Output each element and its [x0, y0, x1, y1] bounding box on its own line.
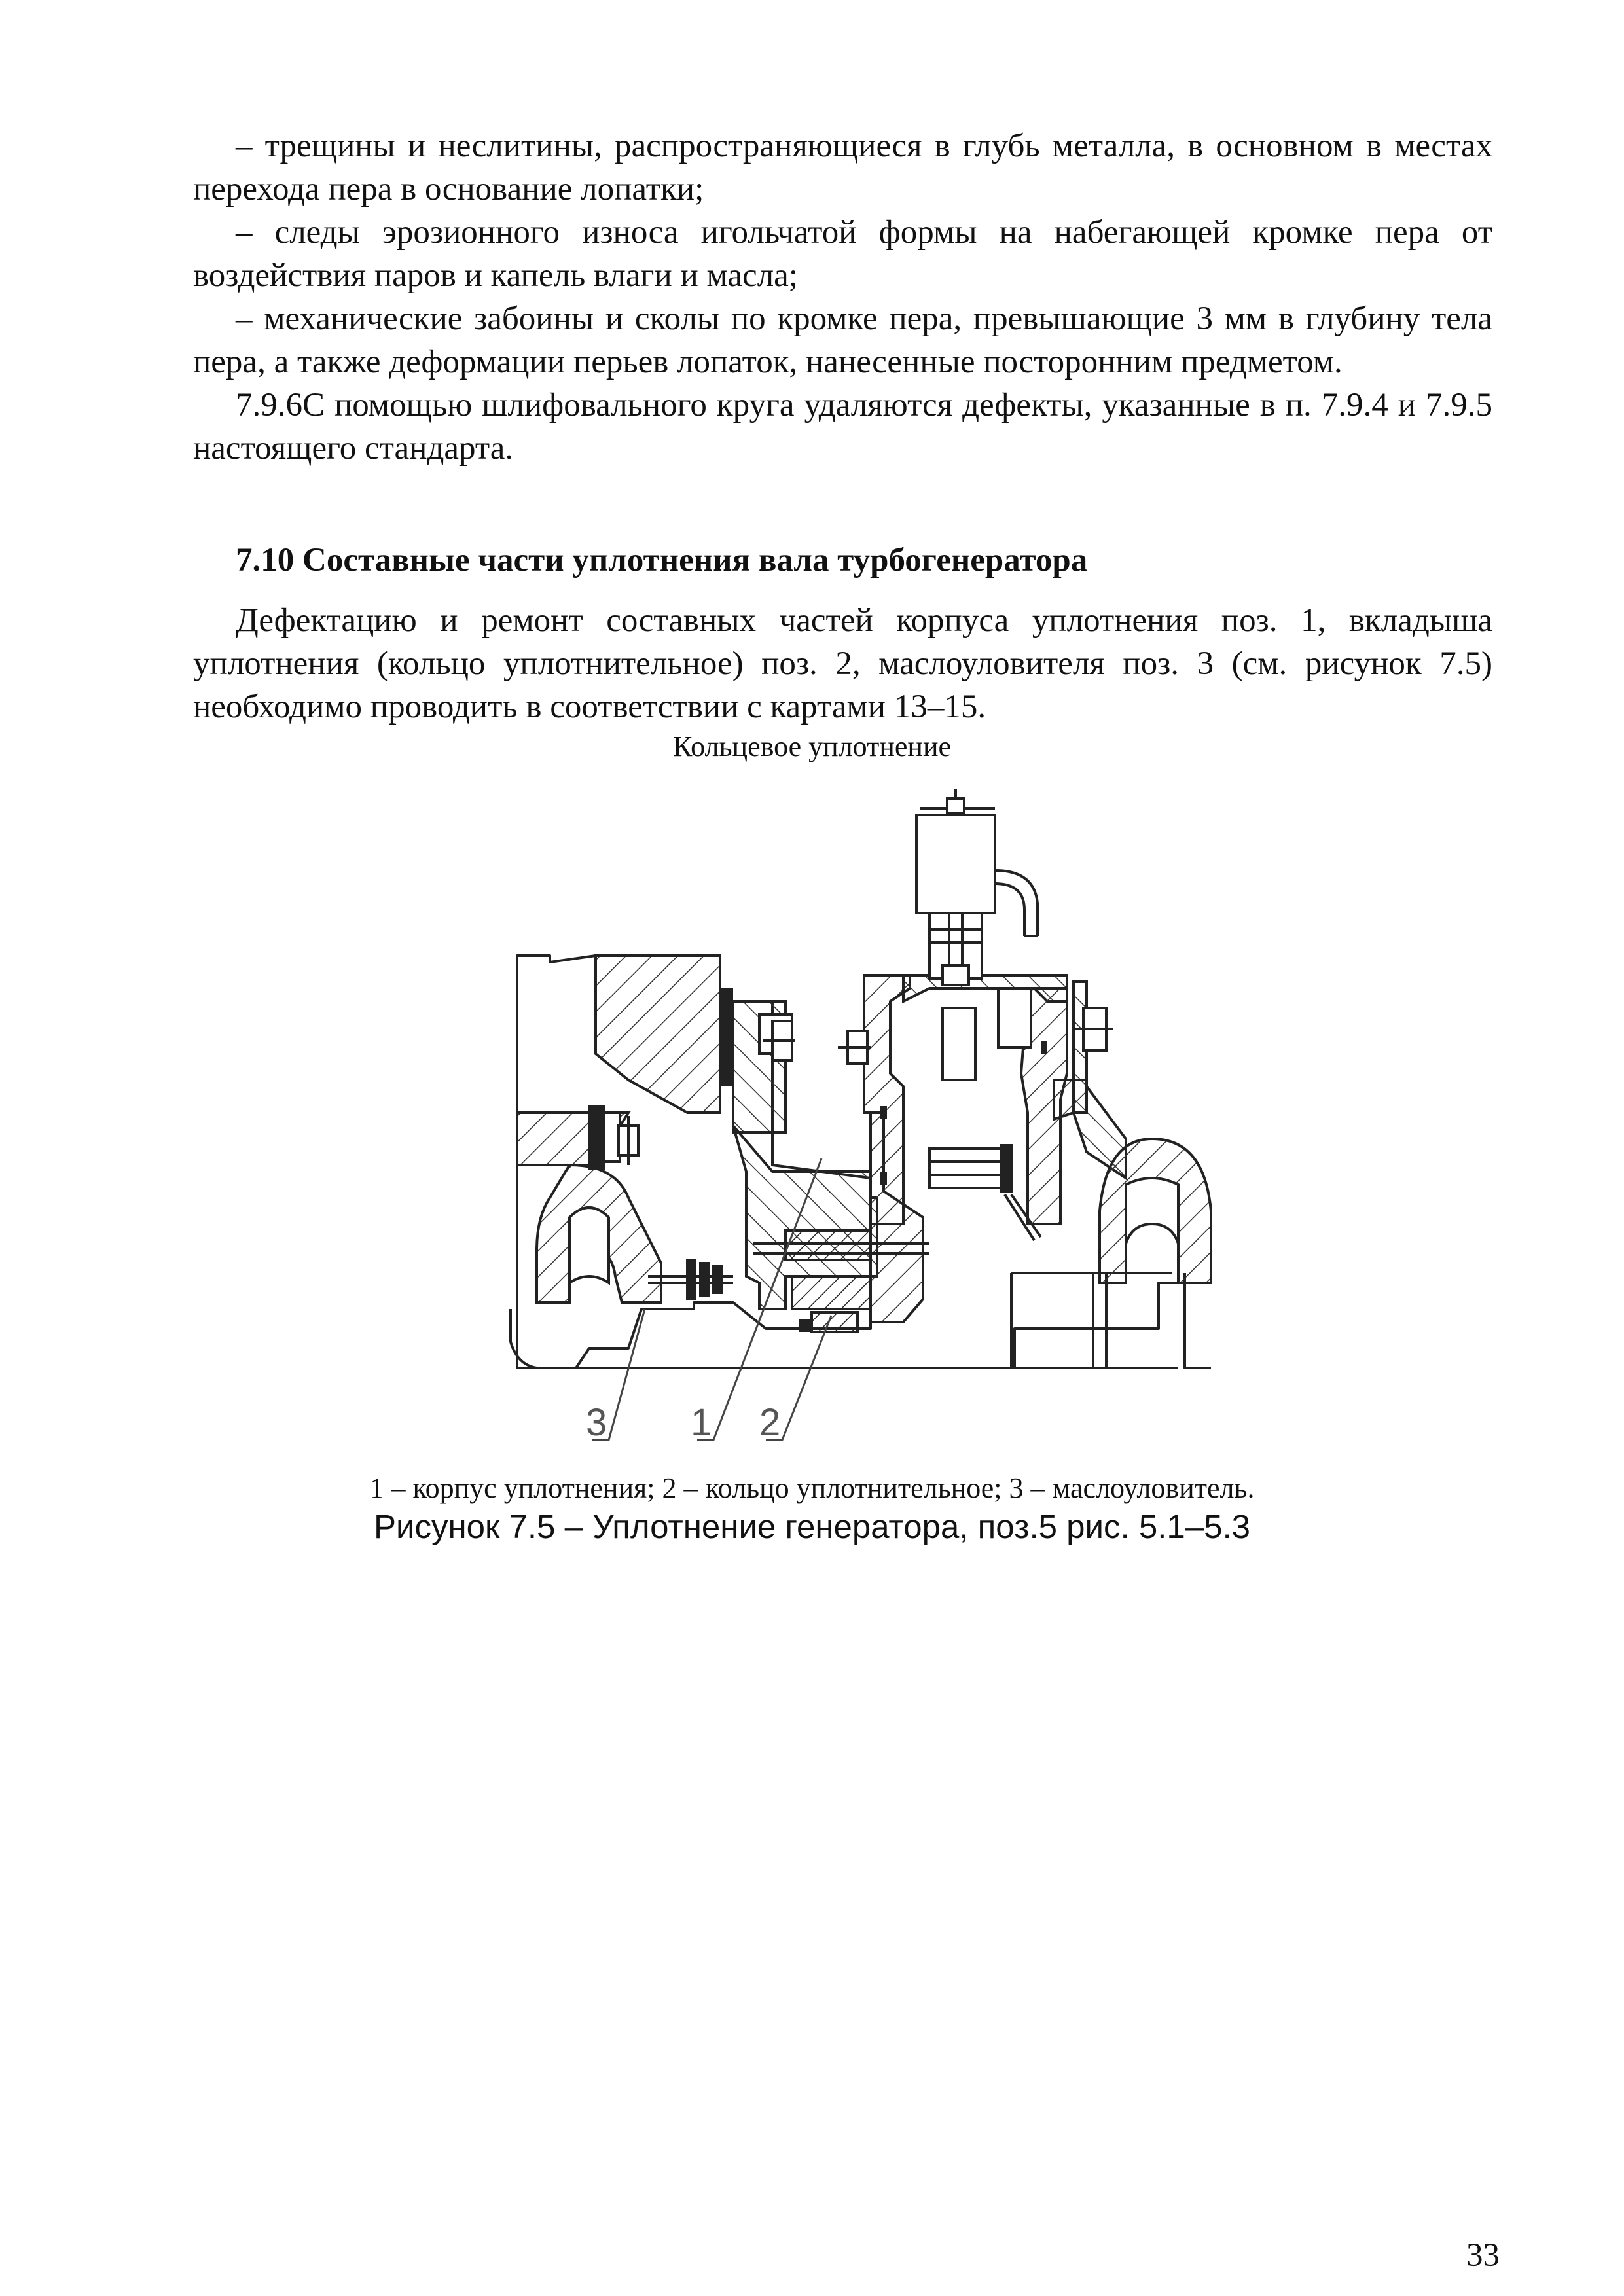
page-number: 33: [1466, 2237, 1500, 2274]
list-item-cracks: – трещины и неслитины, распространяющиеся в глубь металла, в основном в местах перехода пера в основание лопатки;: [193, 128, 1492, 207]
solenoid-valve: [916, 789, 1038, 985]
oil-catcher-left: [537, 1106, 661, 1302]
callout-1: 1: [691, 1401, 712, 1444]
seal-housing-pos1: [733, 1126, 877, 1309]
list-item-mechanical-damage: – механические забоины и сколы по кромке пера, превышающие 3 мм в глубину тела пера, а также деформации перьев лопаток, нанесенные посторонним предметом.: [193, 300, 1492, 380]
section-paragraph: Дефектацию и ремонт составных частей корпуса уплотнения поз. 1, вкладыша уплотнения (кольцо уплотнительное) поз. 2, маслоуловителя поз. 3 (см. рисунок 7.5) необходимо проводить в соответствии с картами 13–15.: [193, 602, 1492, 725]
section-text-block: [193, 599, 1492, 728]
ring-seal-pos2: [785, 1230, 871, 1260]
figure-title: Кольцевое уплотнение: [672, 730, 952, 762]
housing-outline: [517, 956, 871, 1368]
figure-caption: Рисунок 7.5 – Уплотнение генератора, поз.5 рис. 5.1–5.3: [373, 1508, 1251, 1545]
defects-list: [193, 124, 1492, 470]
paragraph-7-9-6: 7.9.6С помощью шлифовального круга удаляются дефекты, указанные в п. 7.9.4 и 7.9.5 настоящего стандарта.: [193, 387, 1492, 467]
oil-catcher-right: [1100, 1139, 1211, 1283]
figure-legend: 1 – корпус уплотнения; 2 – кольцо уплотнительное; 3 – маслоуловитель.: [369, 1472, 1255, 1504]
callout-3: 3: [586, 1401, 607, 1444]
shaft-outline: [511, 1283, 1211, 1368]
callout-2: 2: [759, 1401, 781, 1444]
section-heading: 7.10 Составные части уплотнения вала турбогенератора: [236, 542, 1088, 579]
list-item-erosion: – следы эрозионного износа игольчатой формы на набегающей кромке пера от воздействия паров и капель влаги и масла;: [193, 214, 1492, 294]
